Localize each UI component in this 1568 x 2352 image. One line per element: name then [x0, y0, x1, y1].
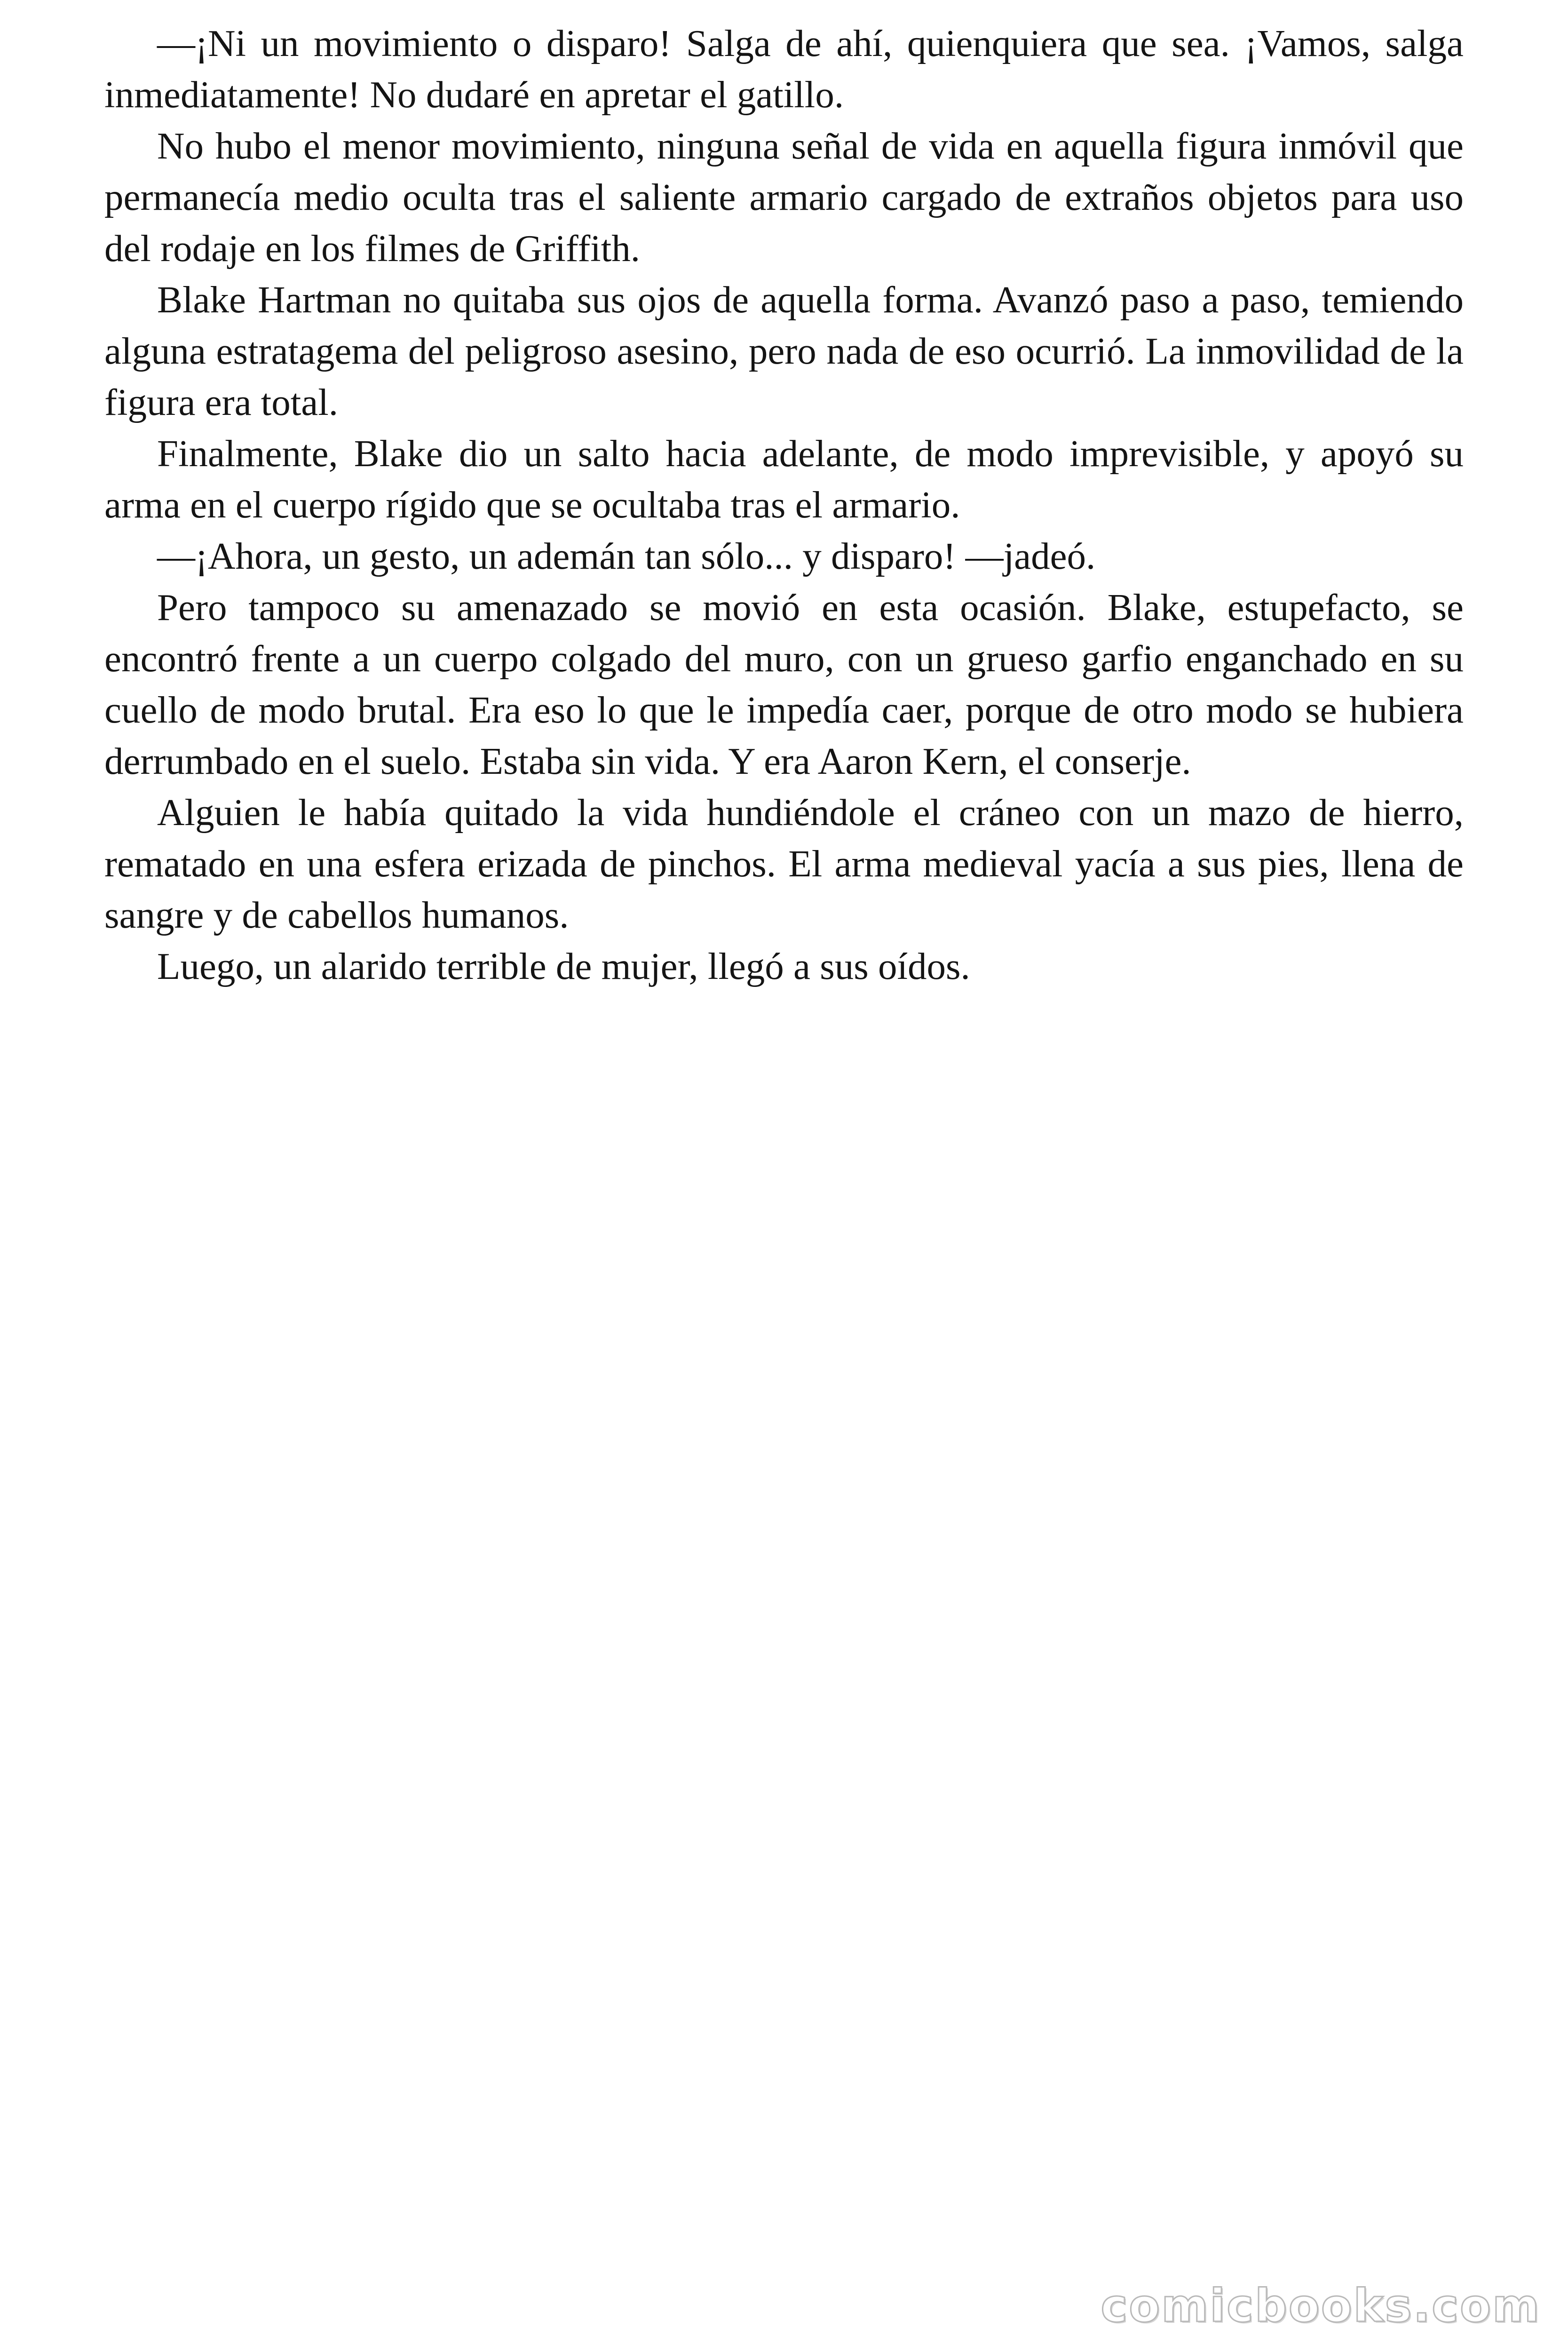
watermark-text: comicbooks.com [1101, 2280, 1541, 2332]
paragraph: Luego, un alarido terrible de mujer, llegó a sus oídos. [157, 945, 970, 987]
paragraph: —¡Ni un movimiento o disparo! Salga de ahí, quienquiera que sea. ¡Vamos, salga inmediatamente! No dudaré en apretar el gatillo. [104, 22, 1464, 116]
paragraph: —¡Ahora, un gesto, un ademán tan sólo... y disparo! —jadeó. [157, 535, 1096, 577]
paragraph: Blake Hartman no quitaba sus ojos de aquella forma. Avanzó paso a paso, temiendo alguna estratagema del peligroso asesino, pero nada de eso ocurrió. La inmovilidad de la figura era total. [104, 278, 1464, 423]
paragraph: Alguien le había quitado la vida hundiéndole el cráneo con un mazo de hierro, rematado en una esfera erizada de pinchos. El arma medieval yacía a sus pies, llena de sangre y de cabellos humanos. [104, 791, 1464, 936]
paragraph: No hubo el menor movimiento, ninguna señal de vida en aquella figura inmóvil que permanecía medio oculta tras el saliente armario cargado de extraños objetos para uso del rodaje en los filmes de Griffith. [104, 125, 1464, 270]
paragraph: Pero tampoco su amenazado se movió en esta ocasión. Blake, estupefacto, se encontró frente a un cuerpo colgado del muro, con un grueso garfio enganchado en su cuello de modo brutal. Era eso lo que le impedía caer, porque de otro modo se hubiera derrumbado en el suelo. Estaba sin vida. Y era Aaron Kern, el conserje. [104, 586, 1464, 782]
paragraph: Finalmente, Blake dio un salto hacia adelante, de modo imprevisible, y apoyó su arma en el cuerpo rígido que se ocultaba tras el armario. [104, 432, 1464, 526]
page-text-body [104, 18, 1464, 992]
